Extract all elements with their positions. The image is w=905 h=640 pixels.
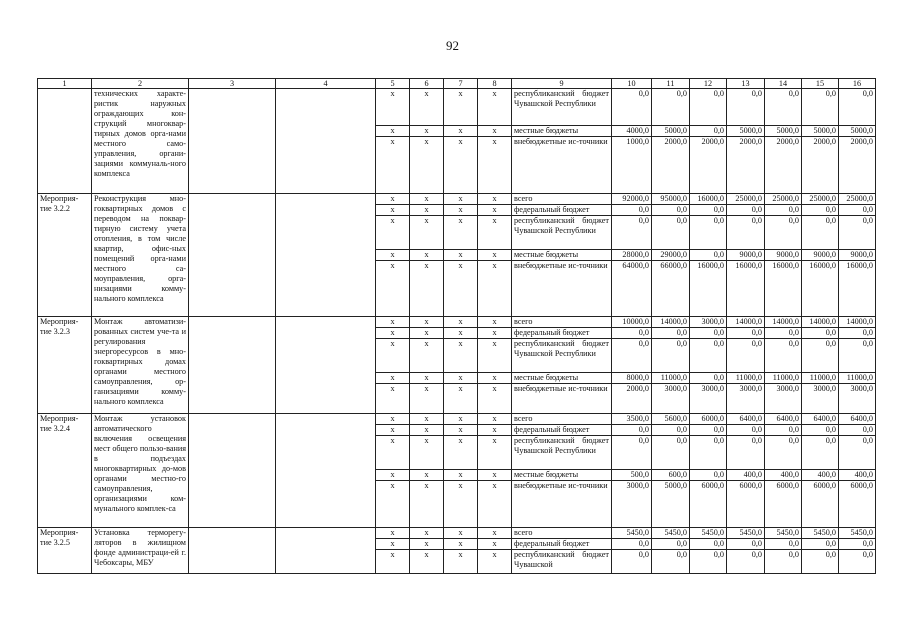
value-cell: 0,0 — [765, 425, 802, 436]
value-cell: 29000,0 — [652, 250, 690, 261]
column-header: 7 — [444, 79, 478, 89]
column-header: 8 — [478, 79, 512, 89]
mark-cell: x — [376, 137, 410, 194]
value-cell: 8000,0 — [612, 373, 652, 384]
measure-id: Мероприя-тие 3.2.3 — [38, 317, 92, 414]
mark-cell: x — [444, 216, 478, 250]
value-cell: 10000,0 — [612, 317, 652, 328]
funding-source: республиканский бюджет Чувашской Республики — [512, 339, 612, 373]
funding-source: местные бюджеты — [512, 250, 612, 261]
value-cell: 0,0 — [652, 89, 690, 126]
value-cell: 6400,0 — [727, 414, 765, 425]
value-cell: 5000,0 — [727, 126, 765, 137]
value-cell: 0,0 — [690, 373, 727, 384]
participants-cell — [276, 89, 376, 194]
value-cell: 0,0 — [802, 339, 839, 373]
table-row — [38, 89, 876, 126]
value-cell: 9000,0 — [765, 250, 802, 261]
budget-table — [37, 78, 876, 574]
value-cell: 9000,0 — [839, 250, 876, 261]
value-cell: 0,0 — [727, 328, 765, 339]
mark-cell: x — [376, 261, 410, 317]
value-cell: 14000,0 — [802, 317, 839, 328]
mark-cell: x — [478, 137, 512, 194]
mark-cell: x — [376, 205, 410, 216]
value-cell: 0,0 — [690, 328, 727, 339]
mark-cell: x — [444, 194, 478, 205]
mark-cell: x — [410, 250, 444, 261]
mark-cell: x — [376, 339, 410, 373]
mark-cell: x — [444, 250, 478, 261]
mark-cell: x — [478, 126, 512, 137]
value-cell: 0,0 — [727, 425, 765, 436]
value-cell: 500,0 — [612, 470, 652, 481]
funding-source: местные бюджеты — [512, 470, 612, 481]
mark-cell: x — [444, 481, 478, 528]
mark-cell: x — [478, 528, 512, 539]
mark-cell: x — [376, 317, 410, 328]
value-cell: 6400,0 — [802, 414, 839, 425]
mark-cell: x — [478, 414, 512, 425]
mark-cell: x — [444, 550, 478, 574]
value-cell: 25000,0 — [727, 194, 765, 205]
value-cell: 0,0 — [612, 216, 652, 250]
mark-cell: x — [376, 550, 410, 574]
mark-cell: x — [478, 328, 512, 339]
value-cell: 0,0 — [839, 550, 876, 574]
mark-cell: x — [478, 261, 512, 317]
mark-cell: x — [376, 425, 410, 436]
value-cell: 6000,0 — [690, 414, 727, 425]
value-cell: 0,0 — [652, 550, 690, 574]
mark-cell: x — [376, 126, 410, 137]
column-header: 10 — [612, 79, 652, 89]
mark-cell: x — [410, 89, 444, 126]
value-cell: 0,0 — [765, 205, 802, 216]
value-cell: 0,0 — [727, 539, 765, 550]
value-cell: 2000,0 — [690, 137, 727, 194]
column-header: 15 — [802, 79, 839, 89]
value-cell: 0,0 — [839, 425, 876, 436]
mark-cell: x — [376, 414, 410, 425]
value-cell: 0,0 — [765, 550, 802, 574]
mark-cell: x — [410, 317, 444, 328]
column-header: 3 — [189, 79, 276, 89]
mark-cell: x — [410, 550, 444, 574]
column-header: 12 — [690, 79, 727, 89]
value-cell: 5450,0 — [612, 528, 652, 539]
mark-cell: x — [376, 528, 410, 539]
mark-cell: x — [478, 373, 512, 384]
mark-cell: x — [376, 481, 410, 528]
value-cell: 400,0 — [839, 470, 876, 481]
value-cell: 6000,0 — [690, 481, 727, 528]
value-cell: 400,0 — [765, 470, 802, 481]
funding-source: местные бюджеты — [512, 373, 612, 384]
value-cell: 600,0 — [652, 470, 690, 481]
value-cell: 5000,0 — [802, 126, 839, 137]
mark-cell: x — [410, 373, 444, 384]
mark-cell: x — [410, 194, 444, 205]
value-cell: 6000,0 — [727, 481, 765, 528]
mark-cell: x — [444, 425, 478, 436]
value-cell: 400,0 — [727, 470, 765, 481]
mark-cell: x — [444, 205, 478, 216]
value-cell: 0,0 — [765, 328, 802, 339]
value-cell: 6000,0 — [765, 481, 802, 528]
value-cell: 0,0 — [612, 425, 652, 436]
column-header: 5 — [376, 79, 410, 89]
value-cell: 16000,0 — [802, 261, 839, 317]
value-cell: 2000,0 — [839, 137, 876, 194]
mark-cell: x — [410, 481, 444, 528]
value-cell: 14000,0 — [727, 317, 765, 328]
mark-cell: x — [478, 425, 512, 436]
mark-cell: x — [444, 528, 478, 539]
value-cell: 0,0 — [690, 470, 727, 481]
value-cell: 0,0 — [765, 339, 802, 373]
value-cell: 0,0 — [652, 539, 690, 550]
value-cell: 0,0 — [839, 216, 876, 250]
mark-cell: x — [444, 470, 478, 481]
value-cell: 16000,0 — [727, 261, 765, 317]
value-cell: 0,0 — [612, 436, 652, 470]
value-cell: 5000,0 — [839, 126, 876, 137]
value-cell: 3000,0 — [690, 317, 727, 328]
value-cell: 0,0 — [652, 328, 690, 339]
value-cell: 6400,0 — [765, 414, 802, 425]
value-cell: 0,0 — [690, 126, 727, 137]
table-row — [38, 528, 876, 539]
value-cell: 0,0 — [690, 436, 727, 470]
value-cell: 16000,0 — [690, 261, 727, 317]
value-cell: 5450,0 — [727, 528, 765, 539]
value-cell: 11000,0 — [765, 373, 802, 384]
funding-source: федеральный бюджет — [512, 328, 612, 339]
column-header: 11 — [652, 79, 690, 89]
value-cell: 0,0 — [727, 216, 765, 250]
value-cell: 9000,0 — [802, 250, 839, 261]
funding-source: республиканский бюджет Чувашской Республики — [512, 436, 612, 470]
mark-cell: x — [478, 339, 512, 373]
value-cell: 5000,0 — [652, 126, 690, 137]
value-cell: 3000,0 — [612, 481, 652, 528]
column-header: 1 — [38, 79, 92, 89]
mark-cell: x — [478, 550, 512, 574]
mark-cell: x — [478, 436, 512, 470]
value-cell: 0,0 — [802, 216, 839, 250]
value-cell: 0,0 — [612, 339, 652, 373]
value-cell: 6000,0 — [839, 481, 876, 528]
value-cell: 3000,0 — [839, 384, 876, 414]
value-cell: 0,0 — [727, 339, 765, 373]
value-cell: 0,0 — [690, 339, 727, 373]
value-cell: 5450,0 — [802, 528, 839, 539]
mark-cell: x — [410, 414, 444, 425]
value-cell: 64000,0 — [612, 261, 652, 317]
value-cell: 1000,0 — [612, 137, 652, 194]
value-cell: 5600,0 — [652, 414, 690, 425]
value-cell: 2000,0 — [652, 137, 690, 194]
value-cell: 0,0 — [690, 425, 727, 436]
mark-cell: x — [444, 126, 478, 137]
mark-cell: x — [376, 373, 410, 384]
funding-source: всего — [512, 414, 612, 425]
value-cell: 25000,0 — [765, 194, 802, 205]
participants-cell — [276, 317, 376, 414]
value-cell: 3000,0 — [802, 384, 839, 414]
value-cell: 0,0 — [839, 89, 876, 126]
measure-description: технических характе-ристик наружных ограждающих кон-струкций многоквар-тирных домов орга-нами местного само-управления, органи-зациями коммуналь-ного комплекса — [92, 89, 189, 194]
column-header: 16 — [839, 79, 876, 89]
mark-cell: x — [410, 137, 444, 194]
participants-cell — [276, 414, 376, 528]
measure-id: Мероприя-тие 3.2.2 — [38, 194, 92, 317]
value-cell: 0,0 — [690, 250, 727, 261]
header-row — [38, 79, 876, 89]
value-cell: 16000,0 — [765, 261, 802, 317]
column-header: 2 — [92, 79, 189, 89]
column-header: 4 — [276, 79, 376, 89]
funding-source: республиканский бюджет Чувашской Республики — [512, 89, 612, 126]
value-cell: 11000,0 — [652, 373, 690, 384]
executor-cell — [189, 89, 276, 194]
mark-cell: x — [444, 261, 478, 317]
mark-cell: x — [444, 384, 478, 414]
mark-cell: x — [376, 328, 410, 339]
value-cell: 0,0 — [690, 539, 727, 550]
mark-cell: x — [376, 470, 410, 481]
mark-cell: x — [478, 89, 512, 126]
value-cell: 3000,0 — [652, 384, 690, 414]
value-cell: 0,0 — [765, 216, 802, 250]
mark-cell: x — [478, 205, 512, 216]
value-cell: 0,0 — [612, 550, 652, 574]
funding-source: внебюджетные ис-точники — [512, 261, 612, 317]
value-cell: 0,0 — [652, 205, 690, 216]
mark-cell: x — [410, 425, 444, 436]
value-cell: 0,0 — [652, 216, 690, 250]
value-cell: 14000,0 — [652, 317, 690, 328]
page-number: 92 — [446, 38, 459, 53]
mark-cell: x — [376, 436, 410, 470]
value-cell: 0,0 — [652, 339, 690, 373]
mark-cell: x — [478, 539, 512, 550]
value-cell: 0,0 — [765, 89, 802, 126]
mark-cell: x — [410, 470, 444, 481]
funding-source: федеральный бюджет — [512, 205, 612, 216]
value-cell: 0,0 — [802, 550, 839, 574]
funding-source: всего — [512, 528, 612, 539]
value-cell: 6400,0 — [839, 414, 876, 425]
measure-id: Мероприя-тие 3.2.5 — [38, 528, 92, 574]
funding-source: внебюджетные ис-точники — [512, 384, 612, 414]
mark-cell: x — [478, 194, 512, 205]
value-cell: 0,0 — [802, 425, 839, 436]
funding-source: внебюджетные ис-точники — [512, 137, 612, 194]
value-cell: 14000,0 — [765, 317, 802, 328]
value-cell: 3500,0 — [612, 414, 652, 425]
column-header: 13 — [727, 79, 765, 89]
value-cell: 5450,0 — [652, 528, 690, 539]
value-cell: 0,0 — [727, 89, 765, 126]
mark-cell: x — [410, 261, 444, 317]
participants-cell — [276, 528, 376, 574]
mark-cell: x — [376, 216, 410, 250]
value-cell: 2000,0 — [727, 137, 765, 194]
value-cell: 0,0 — [839, 339, 876, 373]
value-cell: 400,0 — [802, 470, 839, 481]
value-cell: 11000,0 — [802, 373, 839, 384]
mark-cell: x — [444, 373, 478, 384]
value-cell: 0,0 — [612, 539, 652, 550]
value-cell: 5000,0 — [765, 126, 802, 137]
measure-id: Мероприя-тие 3.2.4 — [38, 414, 92, 528]
mark-cell: x — [376, 539, 410, 550]
value-cell: 0,0 — [612, 328, 652, 339]
funding-source: федеральный бюджет — [512, 539, 612, 550]
value-cell: 0,0 — [690, 205, 727, 216]
value-cell: 5450,0 — [765, 528, 802, 539]
value-cell: 5450,0 — [690, 528, 727, 539]
measure-description: Реконструкция мно-гоквартирных домов с переводом на поквар-тирную систему учета отопления, в том числе квартир, офис-ных помещений орга-нами местного са-моуправления, орга-низациями комму-нального комплекса — [92, 194, 189, 317]
value-cell: 11000,0 — [839, 373, 876, 384]
value-cell: 2000,0 — [802, 137, 839, 194]
value-cell: 3000,0 — [765, 384, 802, 414]
mark-cell: x — [376, 194, 410, 205]
value-cell: 95000,0 — [652, 194, 690, 205]
mark-cell: x — [444, 317, 478, 328]
value-cell: 25000,0 — [839, 194, 876, 205]
value-cell: 0,0 — [690, 550, 727, 574]
value-cell: 0,0 — [727, 436, 765, 470]
value-cell: 0,0 — [727, 550, 765, 574]
mark-cell: x — [444, 339, 478, 373]
mark-cell: x — [410, 339, 444, 373]
value-cell: 6000,0 — [802, 481, 839, 528]
value-cell: 0,0 — [652, 436, 690, 470]
value-cell: 3000,0 — [727, 384, 765, 414]
value-cell: 2000,0 — [765, 137, 802, 194]
mark-cell: x — [478, 481, 512, 528]
mark-cell: x — [478, 317, 512, 328]
mark-cell: x — [376, 89, 410, 126]
mark-cell: x — [410, 126, 444, 137]
value-cell: 0,0 — [690, 216, 727, 250]
mark-cell: x — [444, 137, 478, 194]
value-cell: 0,0 — [839, 539, 876, 550]
value-cell: 16000,0 — [690, 194, 727, 205]
value-cell: 0,0 — [765, 539, 802, 550]
funding-source: внебюджетные ис-точники — [512, 481, 612, 528]
mark-cell: x — [478, 216, 512, 250]
value-cell: 0,0 — [652, 425, 690, 436]
mark-cell: x — [410, 328, 444, 339]
executor-cell — [189, 414, 276, 528]
funding-source: республиканский бюджет Чувашской Республики — [512, 216, 612, 250]
mark-cell: x — [478, 384, 512, 414]
value-cell: 0,0 — [727, 205, 765, 216]
value-cell: 0,0 — [802, 205, 839, 216]
value-cell: 0,0 — [839, 436, 876, 470]
measure-id — [38, 89, 92, 194]
column-header: 14 — [765, 79, 802, 89]
measure-description: Установка терморегу-ляторов в жилищном фонде администраци-ей г. Чебоксары, МБУ — [92, 528, 189, 574]
mark-cell: x — [376, 250, 410, 261]
value-cell: 9000,0 — [727, 250, 765, 261]
mark-cell: x — [478, 470, 512, 481]
mark-cell: x — [410, 528, 444, 539]
mark-cell: x — [444, 89, 478, 126]
funding-source: республиканский бюджет Чувашской — [512, 550, 612, 574]
measure-description: Монтаж установок автоматического включения освещения мест общего пользо-вания в подъездах многоквартирных до-мов органами местно-го самоуправления, организациями ком-мунального комплек-са — [92, 414, 189, 528]
value-cell: 0,0 — [802, 539, 839, 550]
funding-source: местные бюджеты — [512, 126, 612, 137]
value-cell: 66000,0 — [652, 261, 690, 317]
measure-description: Монтаж автоматизи-рованных систем уче-та и регулирования энергоресурсов в мно-гоквартирных домах органами местного самоуправления, ор-ганизациями комму-нального комплекса — [92, 317, 189, 414]
value-cell: 5000,0 — [652, 481, 690, 528]
mark-cell: x — [478, 250, 512, 261]
mark-cell: x — [410, 539, 444, 550]
mark-cell: x — [444, 436, 478, 470]
value-cell: 0,0 — [839, 328, 876, 339]
mark-cell: x — [376, 384, 410, 414]
value-cell: 0,0 — [612, 205, 652, 216]
value-cell: 92000,0 — [612, 194, 652, 205]
mark-cell: x — [410, 205, 444, 216]
value-cell: 5450,0 — [839, 528, 876, 539]
participants-cell — [276, 194, 376, 317]
mark-cell: x — [444, 539, 478, 550]
value-cell: 3000,0 — [690, 384, 727, 414]
executor-cell — [189, 194, 276, 317]
value-cell: 11000,0 — [727, 373, 765, 384]
table-row — [38, 414, 876, 425]
column-header: 6 — [410, 79, 444, 89]
value-cell: 28000,0 — [612, 250, 652, 261]
value-cell: 14000,0 — [839, 317, 876, 328]
value-cell: 0,0 — [765, 436, 802, 470]
funding-source: всего — [512, 194, 612, 205]
executor-cell — [189, 528, 276, 574]
value-cell: 0,0 — [612, 89, 652, 126]
value-cell: 0,0 — [802, 436, 839, 470]
table-row — [38, 194, 876, 205]
column-header: 9 — [512, 79, 612, 89]
mark-cell: x — [410, 384, 444, 414]
value-cell: 2000,0 — [612, 384, 652, 414]
value-cell: 0,0 — [802, 328, 839, 339]
value-cell: 4000,0 — [612, 126, 652, 137]
value-cell: 0,0 — [839, 205, 876, 216]
table-row — [38, 317, 876, 328]
executor-cell — [189, 317, 276, 414]
mark-cell: x — [410, 216, 444, 250]
mark-cell: x — [410, 436, 444, 470]
value-cell: 25000,0 — [802, 194, 839, 205]
funding-source: всего — [512, 317, 612, 328]
value-cell: 16000,0 — [839, 261, 876, 317]
mark-cell: x — [444, 328, 478, 339]
value-cell: 0,0 — [802, 89, 839, 126]
funding-source: федеральный бюджет — [512, 425, 612, 436]
mark-cell: x — [444, 414, 478, 425]
value-cell: 0,0 — [690, 89, 727, 126]
